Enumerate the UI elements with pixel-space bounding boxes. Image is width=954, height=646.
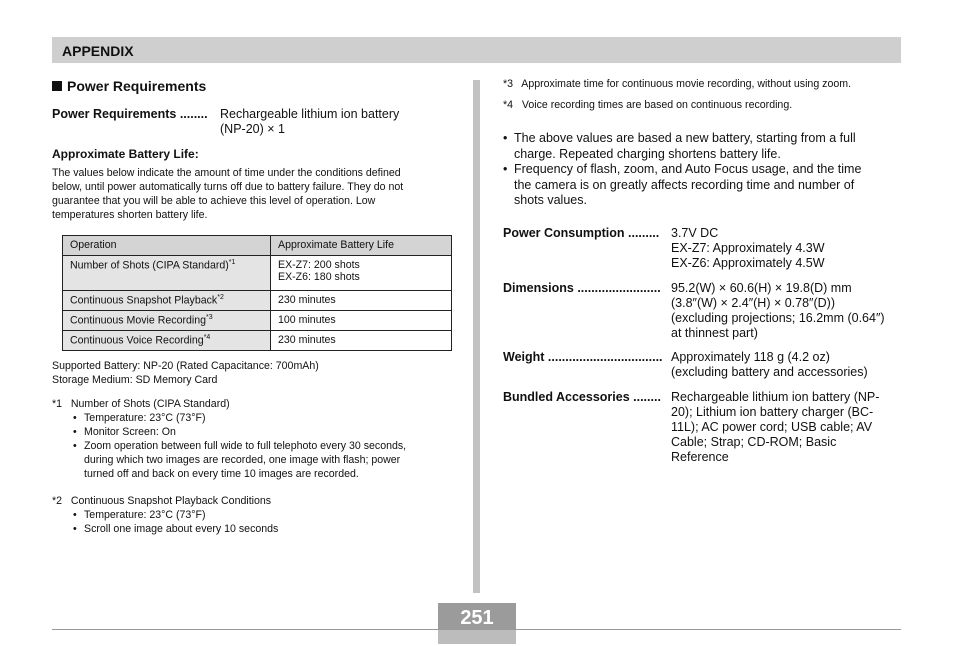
table-row: Continuous Snapshot Playback$^{*2}$ 230 minutes bbox=[63, 291, 452, 311]
footnote-1-list: • Temperature: 23°C (73°F) • Monitor Screen: On • Zoom operation between full wide to full telephoto every 30 seconds, during which two images are recorded, one image with flash; power turned off and back on every time 10 images are recorded. bbox=[73, 411, 406, 481]
page-number-band bbox=[438, 630, 516, 644]
header-title: APPENDIX bbox=[62, 43, 134, 59]
table-row: Continuous Movie Recording$^{*3}$ 100 minutes bbox=[63, 311, 452, 331]
footnote-2-list: • Temperature: 23°C (73°F) • Scroll one image about every 10 seconds bbox=[73, 508, 278, 536]
section-title: Power Requirements bbox=[52, 78, 206, 94]
supported-battery-info: Supported Battery: NP-20 (Rated Capacitance: 700mAh) Storage Medium: SD Memory Card bbox=[52, 360, 319, 386]
footnote-4: *4 Voice recording times are based on continuous recording. bbox=[503, 99, 793, 111]
battery-life-table bbox=[62, 235, 452, 351]
battery-notes-list bbox=[503, 131, 861, 209]
page-number-badge bbox=[438, 603, 516, 644]
footnote-2-title: *2 Continuous Snapshot Playback Conditions bbox=[52, 495, 272, 507]
square-bullet-icon bbox=[52, 81, 62, 91]
table-header-row: Operation Approximate Battery Life bbox=[63, 236, 452, 256]
footnote-1-title: *1 Number of Shots (CIPA Standard) bbox=[52, 398, 230, 410]
battery-life-title: Approximate Battery Life: bbox=[52, 147, 199, 161]
column-divider bbox=[473, 80, 480, 593]
page-number: 251 bbox=[460, 607, 494, 629]
table-row: Continuous Voice Recording$^{*4}$ 230 minutes bbox=[63, 331, 452, 351]
battery-life-intro: The values below indicate the amount of time under the conditions defined below, until power automatically turns off due to battery failure. They do not guarantee that you will be able to achieve this level of operation. Low temperatures shorten battery life. bbox=[52, 167, 404, 221]
list-item: • The above values are based a new battery, starting from a full charge. Repeated charging shortens battery life. bbox=[503, 131, 861, 162]
table-row: Number of Shots (CIPA Standard)$^{*1}$ EX-Z7: 200 shots EX-Z6: 180 shots bbox=[63, 256, 452, 291]
list-item: • Frequency of flash, zoom, and Auto Focus usage, and the time the camera is on greatly affects recording time and number of shots values. bbox=[503, 162, 861, 209]
footnote-3: *3 Approximate time for continuous movie recording, without using zoom. bbox=[503, 78, 852, 90]
section-header-bar bbox=[52, 37, 901, 63]
